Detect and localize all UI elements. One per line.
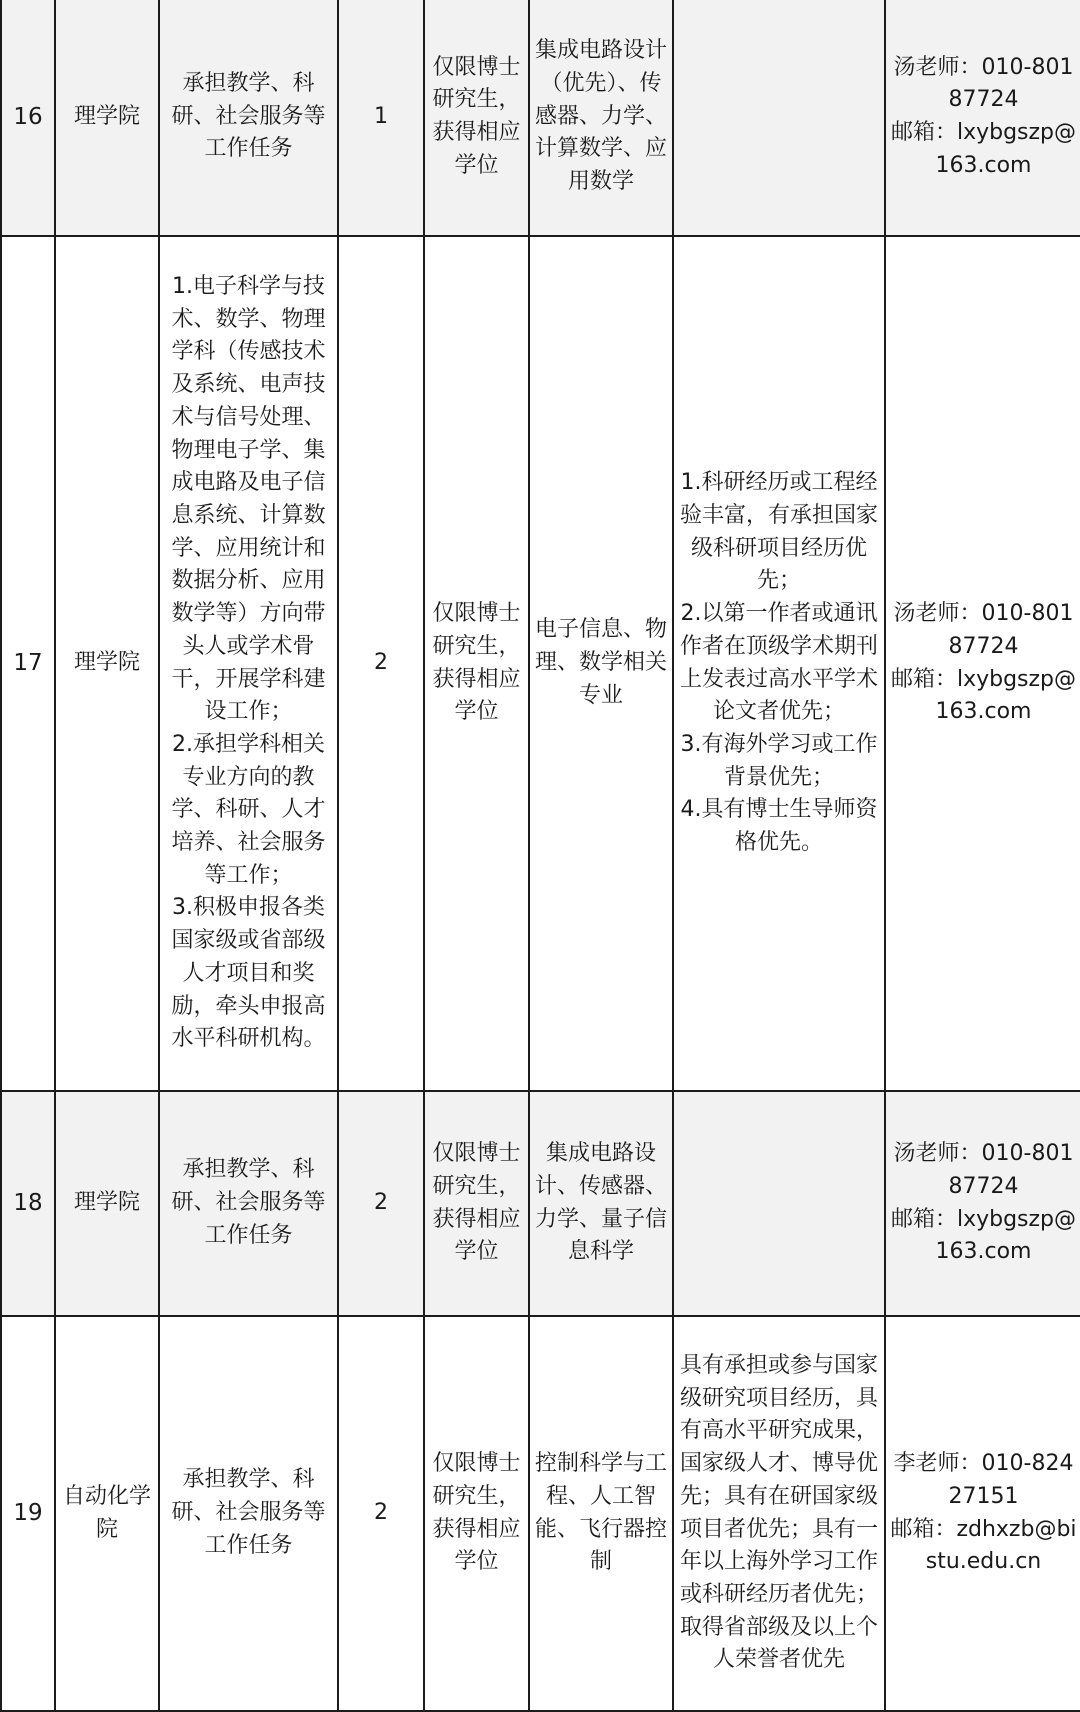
contact-cell: 汤老师：010-80187724 邮箱：lxybgszp@163.com [885,1091,1080,1316]
duties-cell: 承担教学、科研、社会服务等工作任务 [159,0,338,236]
row-number: 18 [1,1091,55,1316]
contact-cell: 李老师：010-82427151 邮箱：zdhxzb@bistu.edu.cn [885,1316,1080,1711]
department-cell: 理学院 [55,236,159,1091]
row-number: 17 [1,236,55,1091]
other-requirements-cell [673,1091,885,1316]
contact-cell: 汤老师：010-80187724 邮箱：lxybgszp@163.com [885,236,1080,1091]
headcount-cell: 2 [338,236,424,1091]
major-cell: 集成电路设计、传感器、力学、量子信息科学 [529,1091,673,1316]
table-row [1,0,1080,236]
education-cell: 仅限博士研究生，获得相应学位 [424,236,529,1091]
table-row [1,236,1080,1091]
other-requirements-cell: 1.科研经历或工程经验丰富，有承担国家级科研项目经历优先； 2.以第一作者或通讯作者在顶级学术期刊上发表过高水平学术论文者优先； 3.有海外学习或工作背景优先； 4.具有博士生导师资格优先。 [673,236,885,1091]
row-number: 19 [1,1316,55,1711]
table-row [1,1316,1080,1711]
education-cell: 仅限博士研究生，获得相应学位 [424,1091,529,1316]
table-row [1,1091,1080,1316]
major-cell: 控制科学与工程、人工智能、飞行器控制 [529,1316,673,1711]
headcount-cell: 1 [338,0,424,236]
row-number: 16 [1,0,55,236]
headcount-cell: 2 [338,1316,424,1711]
education-cell: 仅限博士研究生，获得相应学位 [424,0,529,236]
education-cell: 仅限博士研究生，获得相应学位 [424,1316,529,1711]
contact-cell: 汤老师：010-80187724 邮箱：lxybgszp@163.com [885,0,1080,236]
major-cell: 集成电路设计（优先）、传感器、力学、计算数学、应用数学 [529,0,673,236]
major-cell: 电子信息、物理、数学相关专业 [529,236,673,1091]
department-cell: 理学院 [55,1091,159,1316]
department-cell: 自动化学院 [55,1316,159,1711]
duties-cell: 承担教学、科研、社会服务等工作任务 [159,1316,338,1711]
duties-cell: 1.电子科学与技术、数学、物理学科（传感技术及系统、电声技术与信号处理、物理电子学、集成电路及电子信息系统、计算数学、应用统计和数据分析、应用数学等）方向带头人或学术骨干，开展学科建设工作； 2.承担学科相关专业方向的教学、科研、人才培养、社会服务等工作； 3.积极申报各类国家级或省部级人才项目和奖励，牵头申报高水平科研机构。 [159,236,338,1091]
department-cell: 理学院 [55,0,159,236]
headcount-cell: 2 [338,1091,424,1316]
other-requirements-cell [673,0,885,236]
other-requirements-cell: 具有承担或参与国家级研究项目经历，具有高水平研究成果，国家级人才、博导优先；具有在研国家级项目者优先；具有一年以上海外学习工作或科研经历者优先；取得省部级及以上个人荣誉者优先 [673,1316,885,1711]
duties-cell: 承担教学、科研、社会服务等工作任务 [159,1091,338,1316]
